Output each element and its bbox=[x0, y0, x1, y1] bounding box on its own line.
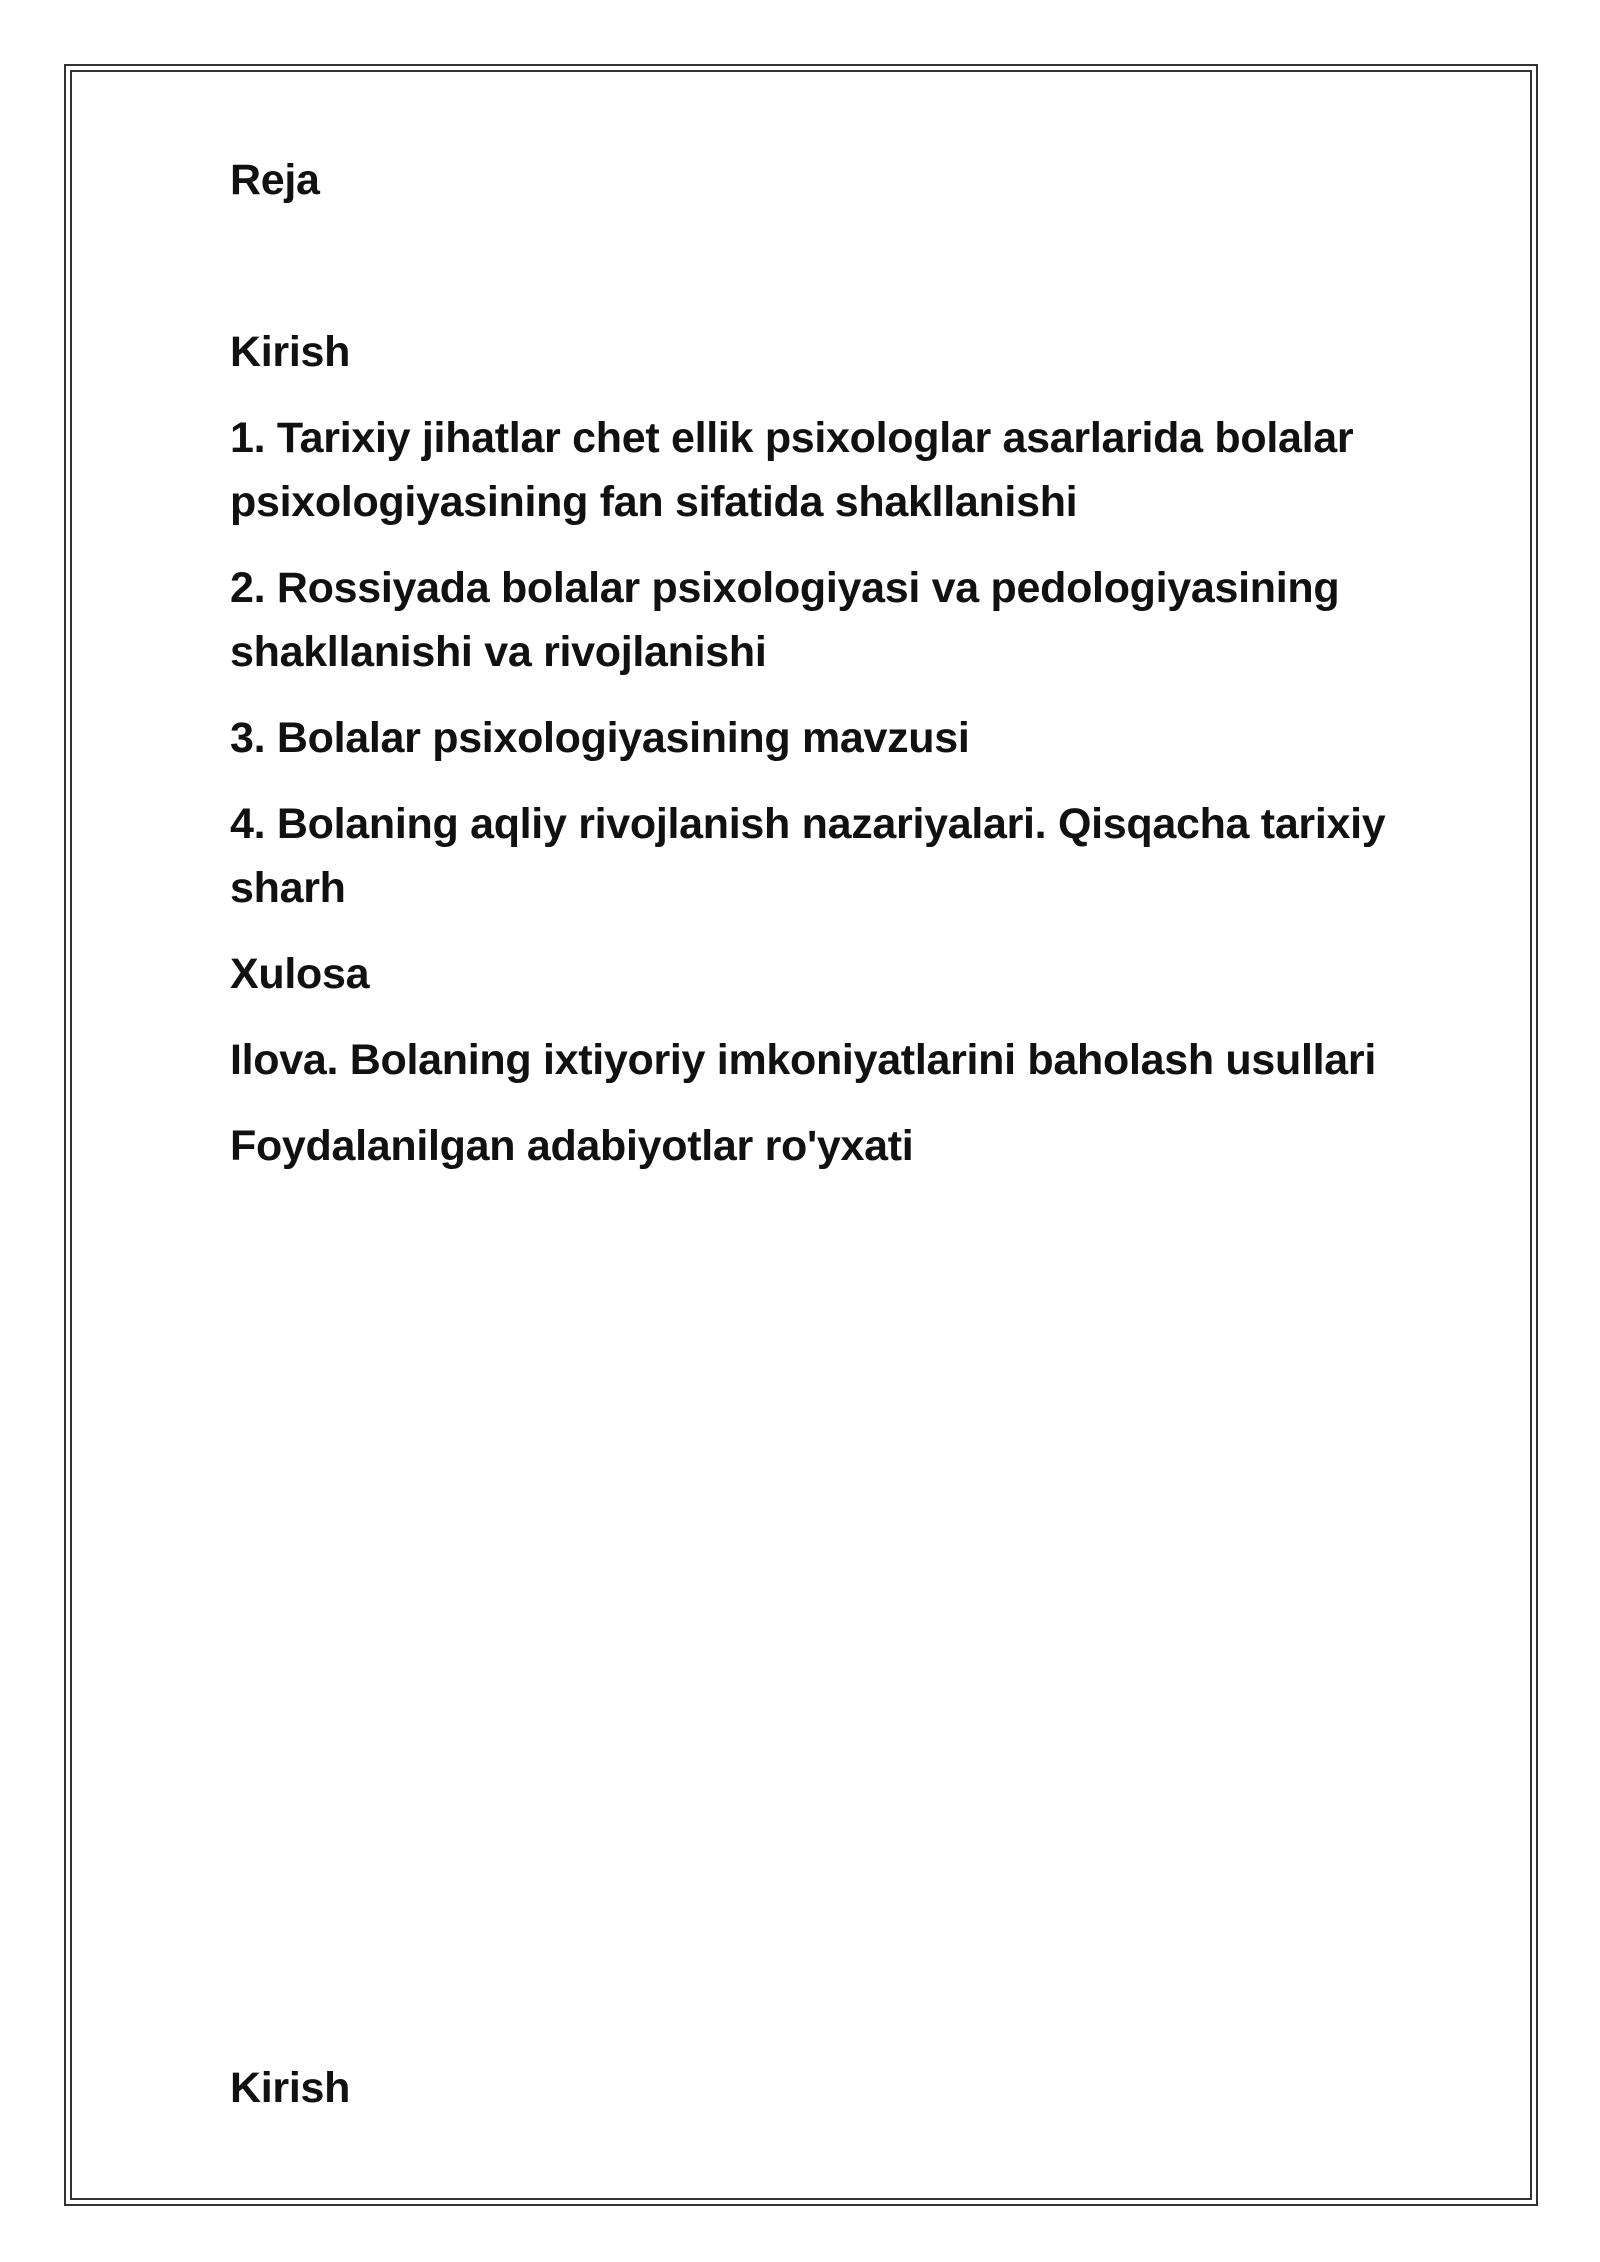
toc-entry-references: Foydalanilgan adabiyotlar ro'yxati bbox=[230, 1122, 914, 1170]
toc-entry-introduction: Kirish bbox=[230, 328, 351, 376]
toc-entry-1-line-1: 1. Tarixiy jihatlar chet ellik psixologlar asarlarida bolalar bbox=[230, 414, 1354, 462]
toc-entry-2-line-1: 2. Rossiyada bolalar psixologiyasi va pedologiyasining bbox=[230, 564, 1340, 612]
toc-entry-appendix: Ilova. Bolaning ixtiyoriy imkoniyatlarini baholash usullari bbox=[230, 1036, 1376, 1084]
toc-entry-2-line-2: shakllanishi va rivojlanishi bbox=[230, 628, 767, 676]
toc-entry-1-line-2: psixologiyasining fan sifatida shakllanishi bbox=[230, 478, 1078, 526]
section-heading-introduction: Kirish bbox=[230, 2064, 351, 2112]
toc-entry-4-line-1: 4. Bolaning aqliy rivojlanish nazariyalari. Qisqacha tarixiy bbox=[230, 800, 1386, 848]
toc-entry-4-line-2: sharh bbox=[230, 864, 346, 912]
plan-heading: Reja bbox=[230, 156, 320, 204]
toc-entry-3: 3. Bolalar psixologiyasining mavzusi bbox=[230, 714, 970, 762]
toc-entry-conclusion: Xulosa bbox=[230, 950, 370, 998]
